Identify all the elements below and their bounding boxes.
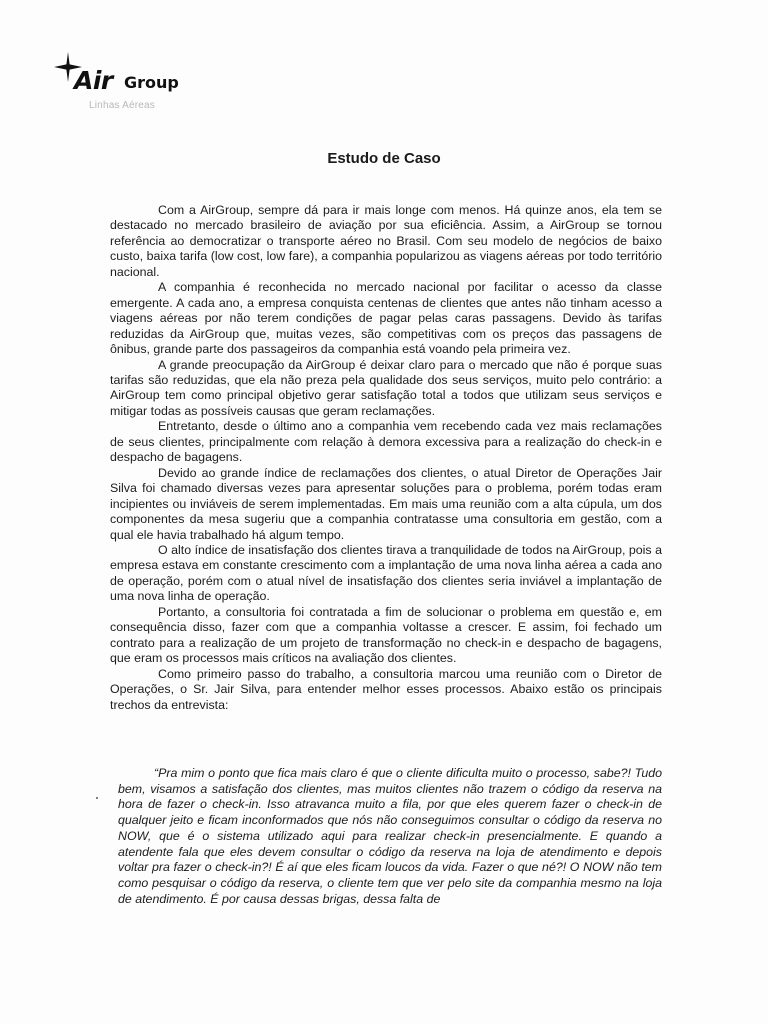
paragraph: Como primeiro passo do trabalho, a consultoria marcou uma reunião com o Diretor de Operações, o Sr. Jair Silva, para entender melhor esses processos. Abaixo estão os principais trechos da entrevista: bbox=[110, 666, 662, 712]
paragraph: A grande preocupação da AirGroup é deixar claro para o mercado que não é porque suas tarifas são reduzidas, que ela não preza pela qualidade dos seus serviços, muito pelo contrário: a AirGroup tem como principal objetivo gerar satisfação total a todos que utilizam seus serviços e mitigar todas as possíveis causas que geram reclamações. bbox=[110, 357, 662, 418]
paragraph: Devido ao grande índice de reclamações dos clientes, o atual Diretor de Operações Jair Silva foi chamado diversas vezes para apresentar soluções para o problema, porém todas eram incipientes ou inviáveis de serem implementadas. Em mais uma reunião com a alta cúpula, um dos componentes da mesa sugeriu que a companhia contratasse uma consultoria em gestão, com a qual ele havia trabalhado há algum tempo. bbox=[110, 465, 662, 542]
document-title: Estudo de Caso bbox=[327, 150, 441, 167]
scan-speck bbox=[96, 797, 98, 799]
interview-quote bbox=[118, 766, 662, 907]
quote-text: “Pra mim o ponto que fica mais claro é que o cliente dificulta muito o processo, sabe?! Tudo bem, visamos a satisfação dos clientes, mas muitos clientes não trazem o código da reserva na hora de fazer o check-in. Isso atravanca muito a fila, por que eles querem fazer o check-in de qualquer jeito e ficam inconformados que nós não conseguimos consultar o código da reserva no NOW, que é o sistema utilizado aqui para realizar check-in presencialmente. E quando a atendente fala que eles devem consultar o código da reserva na loja de atendimento e depois voltar pra fazer o check-in?! É aí que eles ficam loucos da vida. Fazer o que né?! O NOW não tem como pesquisar o código da reserva, o cliente tem que ver pelo site da companhia mesmo na loja de atendimento. É por causa dessas brigas, dessa falta de bbox=[118, 766, 662, 906]
airgroup-logo bbox=[54, 52, 234, 122]
logo-tagline: Linhas Aéreas bbox=[89, 100, 155, 111]
paragraph: Portanto, a consultoria foi contratada a fim de solucionar o problema em questão e, em consequência disso, fazer com que a companhia voltasse a crescer. E assim, foi fechado um contrato para a realização de um projeto de transformação no check-in e despacho de bagagens, que eram os processos mais críticos na avaliação dos clientes. bbox=[110, 604, 662, 666]
paragraph: O alto índice de insatisfação dos clientes tirava a tranquilidade de todos na AirGroup, pois a empresa estava em constante crescimento com a implantação de uma nova linha aérea a cada ano de operação, porém com o atual nível de insatisfação dos clientes seria inviável a implantação de uma nova linha de operação. bbox=[110, 542, 662, 604]
logo-air-text: Air bbox=[74, 66, 113, 95]
paragraph: Com a AirGroup, sempre dá para ir mais longe com menos. Há quinze anos, ela tem se destacado no mercado brasileiro de aviação por sua eficiência. Assim, a AirGroup se tornou referência ao democratizar o transporte aéreo no Brasil. Com seu modelo de negócios de baixo custo, baixa tarifa (low cost, low fare), a companhia popularizou as viagens aéreas por todo território nacional. bbox=[110, 203, 662, 279]
paragraph: A companhia é reconhecida no mercado nacional por facilitar o acesso da classe emergente. A cada ano, a empresa conquista centenas de clientes que antes não tinham acesso a viagens aéreas por não terem condições de pagar pelas caras passagens. Devido às tarifas reduzidas da AirGroup que, muitas vezes, são competitivas com os preços das passagens de ônibus, grande parte dos passageiros da companhia está voando pela primeira vez. bbox=[110, 280, 662, 357]
logo-group-text: Group bbox=[124, 73, 179, 92]
paragraph: Entretanto, desde o último ano a companhia vem recebendo cada vez mais reclamações de seus clientes, principalmente com relação à demora excessiva para a realização do check-in e despacho de bagagens. bbox=[110, 419, 662, 465]
document-body bbox=[110, 203, 662, 713]
